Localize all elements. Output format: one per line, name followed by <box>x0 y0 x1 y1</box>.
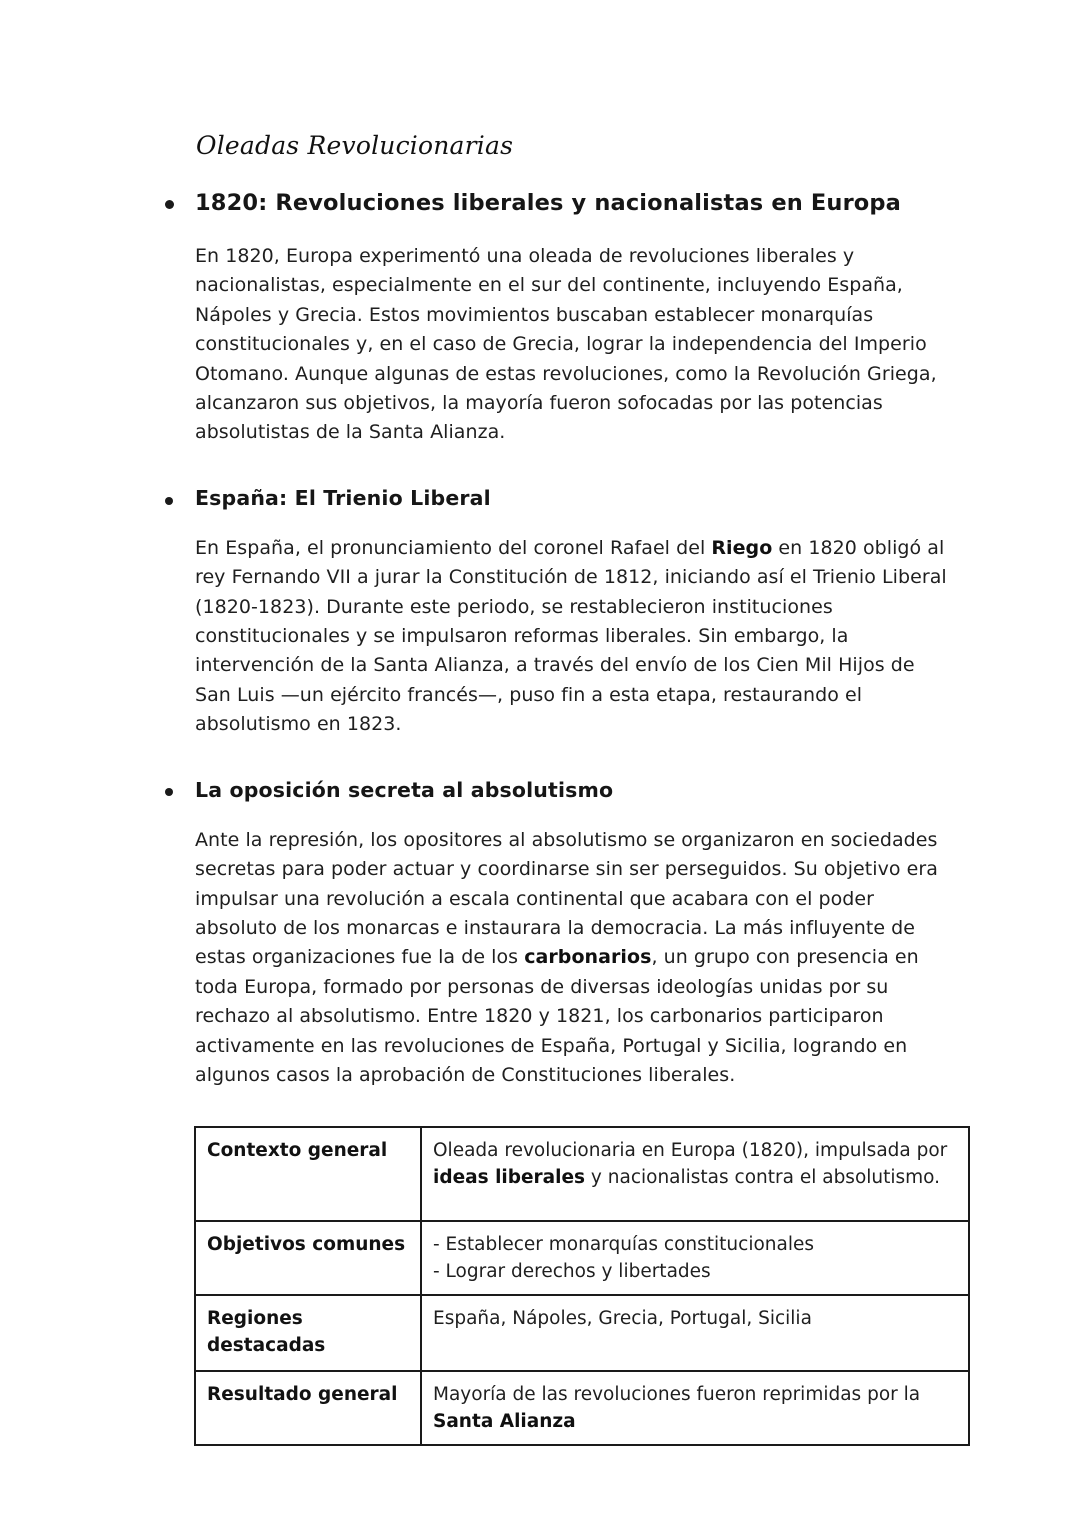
bullet-icon <box>165 497 173 505</box>
bullet-icon <box>165 200 174 209</box>
section-heading-label: 1820: Revoluciones liberales y nacionalistas en Europa <box>195 190 902 216</box>
section-heading-label: España: El Trienio Liberal <box>195 485 491 510</box>
spacer <box>0 1090 1080 1126</box>
summary-table-container <box>194 1126 970 1446</box>
section-paragraph: En 1820, Europa experimentó una oleada de revoluciones liberales y nacionalistas, especialmente en el sur del continente, incluyendo España, Nápoles y Grecia. Estos movimientos buscaban establecer monarquías constitucionales y, en el caso de Grecia, lograr la independencia del Imperio Otomano. Aunque algunas de estas revoluciones, como la Revolución Griega, alcanzaron sus objetivos, la mayoría fueron sofocadas por las potencias absolutistas de la Santa Alianza. <box>195 245 937 444</box>
summary-table <box>194 1126 970 1446</box>
table-row <box>195 1127 969 1221</box>
table-row-value: Oleada revolucionaria en Europa (1820), impulsada por ideas liberales y nacionalistas contra el absolutismo. <box>421 1127 969 1221</box>
section-heading-label: La oposición secreta al absolutismo <box>195 777 614 802</box>
table-row <box>195 1221 969 1295</box>
bullet-icon <box>165 788 173 796</box>
section-oposicion-secreta <box>0 776 1080 1091</box>
table-row-label: Regiones destacadas <box>195 1295 421 1371</box>
section-heading <box>0 776 1080 804</box>
spacer <box>0 804 1080 826</box>
table-row-label: Resultado general <box>195 1371 421 1445</box>
section-1820-revoluciones <box>0 188 1080 448</box>
page-title: Oleadas Revolucionarias <box>196 131 514 160</box>
section-heading <box>0 188 1080 218</box>
table-row <box>195 1371 969 1445</box>
table-row-value: España, Nápoles, Grecia, Portugal, Sicilia <box>421 1295 969 1371</box>
table-row <box>195 1295 969 1371</box>
spacer <box>0 218 1080 242</box>
table-row-label: Objetivos comunes <box>195 1221 421 1295</box>
section-espana-trienio-liberal <box>0 484 1080 740</box>
table-row-value: - Establecer monarquías constitucionales - Lograr derechos y libertades <box>421 1221 969 1295</box>
spacer <box>0 512 1080 534</box>
section-paragraph: En España, el pronunciamiento del coronel Rafael del Riego en 1820 obligó al rey Fernando VII a jurar la Constitución de 1812, iniciando así el Trienio Liberal (1820-1823). Durante este periodo, se restablecieron instituciones constitucionales y se impulsaron reformas liberales. Sin embargo, la intervención de la Santa Alianza, a través del envío de los Cien Mil Hijos de San Luis —un ejército francés—, puso fin a esta etapa, restaurando el absolutismo en 1823. <box>195 536 947 736</box>
summary-table-body <box>195 1127 969 1445</box>
section-paragraph: Ante la represión, los opositores al absolutismo se organizaron en sociedades secretas para poder actuar y coordinarse sin ser perseguidos. Su objetivo era impulsar una revolución a escala continental que acabara con el poder absoluto de los monarcas e instaurara la democracia. La más influyente de estas organizaciones fue la de los carbonarios, un grupo con presencia en toda Europa, formado por personas de diversas ideologías unidas por su rechazo al absolutismo. Entre 1820 y 1821, los carbonarios participaron activamente en las revoluciones de España, Portugal y Sicilia, logrando en algunos casos la aprobación de Constituciones liberales. <box>195 828 938 1086</box>
spacer <box>0 740 1080 776</box>
table-row-label: Contexto general <box>195 1127 421 1221</box>
spacer <box>0 448 1080 484</box>
document-body <box>0 188 1080 1446</box>
section-heading <box>0 484 1080 512</box>
table-row-value: Mayoría de las revoluciones fueron reprimidas por la Santa Alianza <box>421 1371 969 1445</box>
